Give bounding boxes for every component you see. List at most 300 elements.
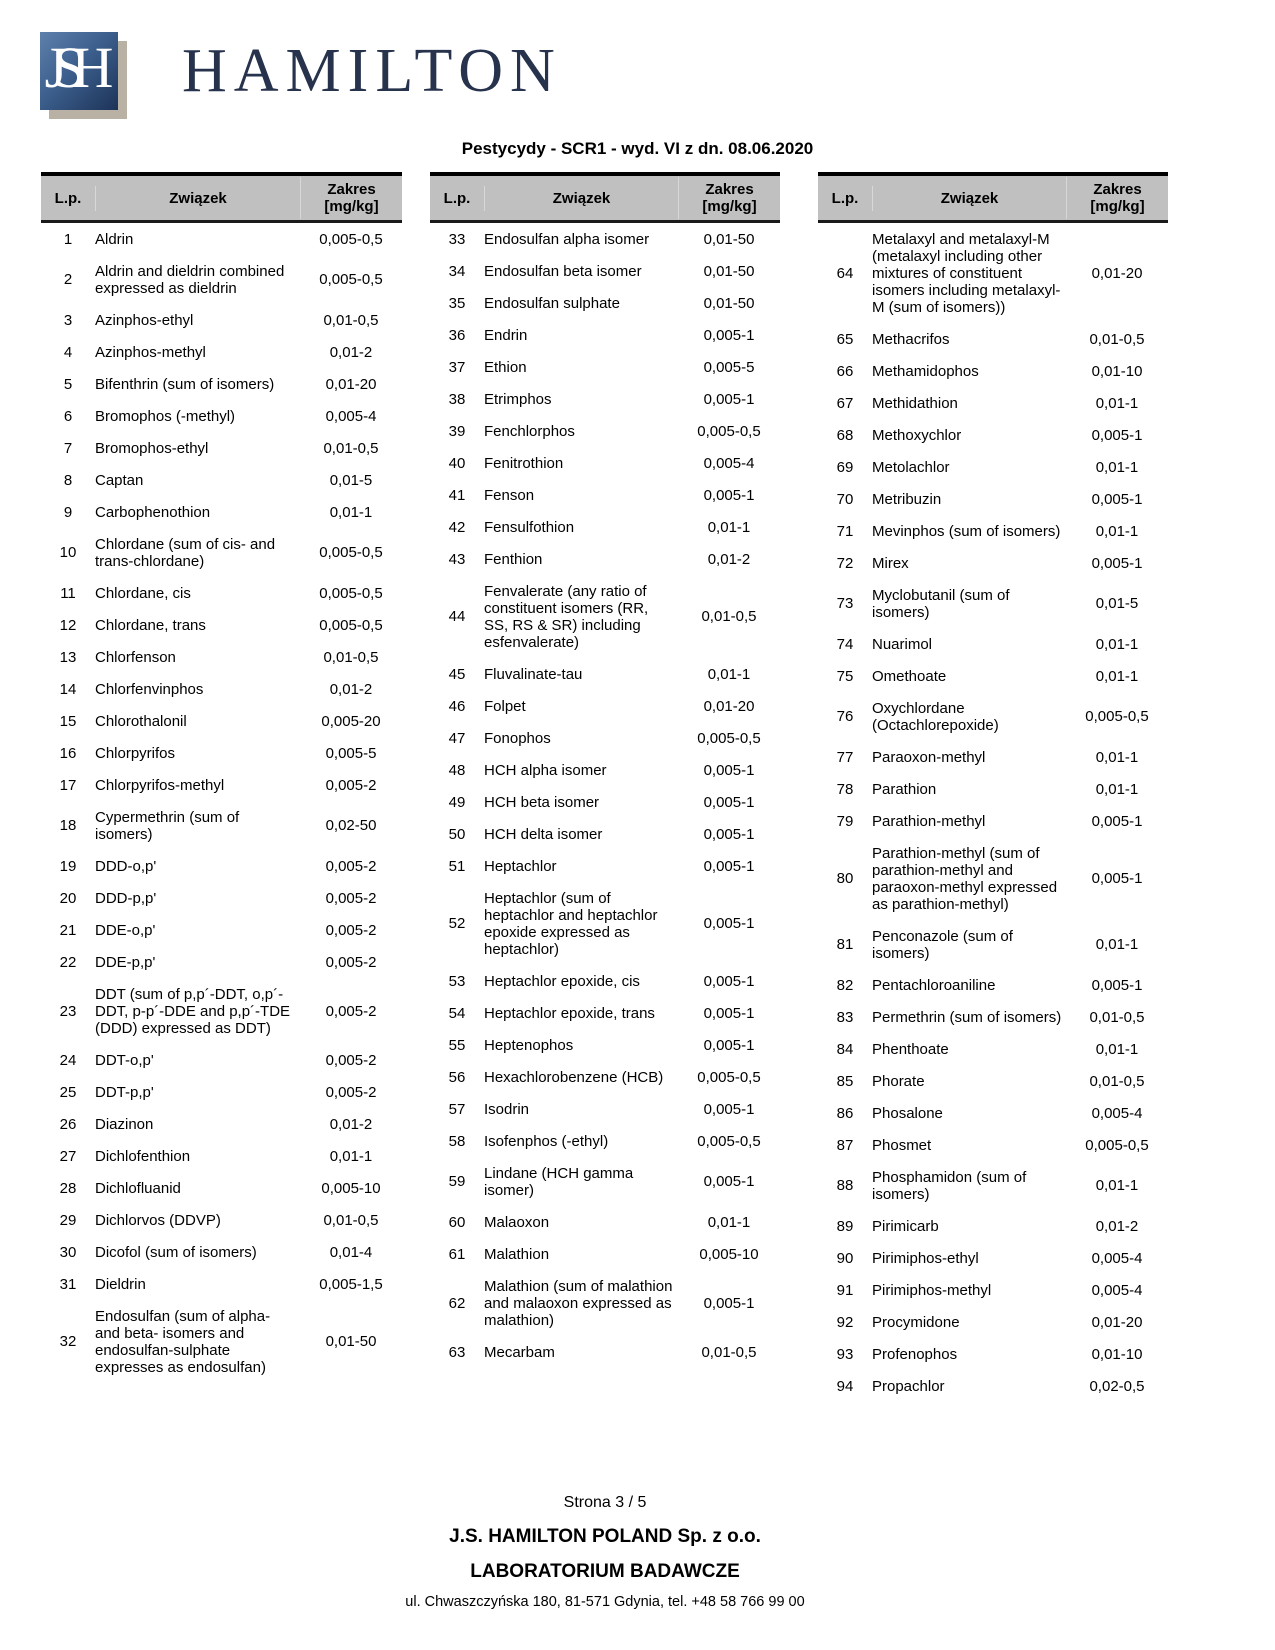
row-range: 0,005-1 (703, 1294, 755, 1312)
row-range: 0,005-1 (1091, 426, 1143, 444)
row-substance: Dichlorvos (DDVP) (95, 1211, 221, 1229)
row-range: 0,01-2 (329, 343, 373, 361)
row-number: 62 (448, 1294, 466, 1312)
row-number: 80 (836, 870, 854, 887)
brand-name: HAMILTON (182, 37, 562, 105)
footer-lab: LABORATORIUM BADAWCZE (470, 1561, 740, 1582)
row-range: 0,01-4 (329, 1243, 373, 1261)
row-range: 0,01-1 (329, 1147, 373, 1165)
row-substance: Endosulfan (sum of alpha- and beta- isomers and endosulfan-sulphate expresses as endosulfan) (95, 1307, 271, 1376)
row-substance: Dichlofluanid (95, 1179, 181, 1197)
row-range: 0,005-1 (703, 972, 755, 990)
row-substance: Fenitrothion (484, 454, 564, 472)
table-row (818, 1129, 1168, 1161)
table-row (430, 1157, 780, 1206)
row-substance: Omethoate (872, 667, 947, 685)
row-substance: Penconazole (sum of isomers) (872, 927, 1013, 962)
row-substance: Pirimicarb (872, 1217, 939, 1235)
row-range: 0,005-1 (703, 825, 755, 843)
row-number: 59 (448, 1173, 466, 1190)
table-row (818, 773, 1168, 805)
row-number: 76 (836, 708, 854, 725)
table-body (818, 223, 1168, 1402)
row-number: 42 (448, 518, 466, 536)
row-number: 23 (59, 1002, 77, 1020)
table-row (41, 432, 402, 464)
table-row (41, 368, 402, 400)
row-number: 90 (836, 1249, 854, 1267)
pesticide-table-1 (41, 172, 402, 1383)
row-number: 3 (63, 311, 73, 329)
table-row (430, 1336, 780, 1368)
row-number: 43 (448, 550, 466, 568)
row-number: 77 (836, 748, 854, 766)
row-range: 0,005-5 (703, 358, 755, 376)
row-range: 0,02-50 (325, 817, 377, 834)
row-range: 0,005-4 (1091, 1281, 1143, 1299)
table-row (41, 496, 402, 528)
table-row (430, 447, 780, 479)
table-header (430, 172, 780, 223)
row-substance: Phosphamidon (sum of isomers) (872, 1168, 1027, 1203)
table-row (430, 818, 780, 850)
row-substance: Endosulfan alpha isomer (484, 230, 650, 248)
table-row (41, 641, 402, 673)
row-range: 0,01-0,5 (701, 1343, 757, 1361)
row-range: 0,005-1 (703, 1173, 755, 1190)
row-number: 8 (63, 471, 73, 489)
row-number: 25 (59, 1083, 77, 1101)
header-zakres (1066, 177, 1168, 219)
row-substance: Methoxychlor (872, 426, 962, 444)
row-substance: Heptachlor (sum of heptachlor and heptachlor epoxide expressed as heptachlor) (484, 889, 658, 958)
row-substance: DDD-p,p' (95, 889, 157, 907)
row-substance: Permethrin (sum of isomers) (872, 1008, 1062, 1026)
row-range: 0,005-4 (1091, 1104, 1143, 1122)
table-row (818, 1210, 1168, 1242)
row-substance: Cypermethrin (sum of isomers) (95, 808, 240, 843)
row-range: 0,005-2 (325, 857, 377, 875)
row-substance: Bromophos-ethyl (95, 439, 209, 457)
row-number: 67 (836, 394, 854, 412)
row-substance: DDT-p,p' (95, 1083, 154, 1101)
row-range: 0,005-10 (321, 1179, 381, 1197)
table-row (41, 1204, 402, 1236)
row-substance: Aldrin (95, 230, 134, 248)
table-row (41, 978, 402, 1044)
row-range: 0,01-5 (1095, 595, 1139, 612)
row-substance: Pirimiphos-ethyl (872, 1249, 979, 1267)
row-range: 0,005-1 (703, 1036, 755, 1054)
row-number: 5 (63, 375, 73, 393)
row-number: 47 (448, 729, 466, 747)
table-row (41, 1236, 402, 1268)
table-row (818, 323, 1168, 355)
row-range: 0,01-0,5 (323, 311, 379, 329)
table-header (818, 172, 1168, 223)
row-number: 63 (448, 1343, 466, 1361)
table-header (41, 172, 402, 223)
row-number: 69 (836, 458, 854, 476)
row-number: 84 (836, 1040, 854, 1058)
row-substance: Heptachlor epoxide, trans (484, 1004, 655, 1022)
row-substance: Dicofol (sum of isomers) (95, 1243, 257, 1261)
row-substance: DDD-o,p' (95, 857, 157, 875)
row-number: 50 (448, 825, 466, 843)
row-substance: DDT (sum of p,p´-DDT, o,p´-DDT, p-p´-DDE and p,p´-TDE (DDD) expressed as DDT) (95, 985, 291, 1037)
row-number: 28 (59, 1179, 77, 1197)
row-number: 68 (836, 426, 854, 444)
row-range: 0,005-4 (703, 454, 755, 472)
page-title: Pestycydy - SCR1 - wyd. VI z dn. 08.06.2020 (461, 139, 814, 158)
table-body (41, 223, 402, 1383)
row-number: 93 (836, 1345, 854, 1363)
row-number: 37 (448, 358, 466, 376)
row-number: 32 (59, 1333, 77, 1350)
row-range: 0,005-4 (1091, 1249, 1143, 1267)
table-row (818, 547, 1168, 579)
row-number: 48 (448, 761, 466, 779)
row-range: 0,005-1 (703, 915, 755, 932)
table-row (41, 705, 402, 737)
row-number: 36 (448, 326, 466, 344)
row-range: 0,01-50 (703, 294, 755, 312)
table-row (818, 660, 1168, 692)
row-range: 0,01-50 (325, 1333, 377, 1350)
row-number: 64 (836, 264, 854, 282)
table-row (430, 351, 780, 383)
row-number: 31 (59, 1275, 77, 1293)
row-range: 0,005-2 (325, 776, 377, 794)
row-range: 0,01-0,5 (323, 1211, 379, 1229)
row-substance: Metolachlor (872, 458, 950, 476)
row-substance: Chlordane, cis (95, 584, 191, 602)
row-number: 30 (59, 1243, 77, 1261)
table-row (818, 1097, 1168, 1129)
row-number: 11 (60, 584, 76, 602)
row-number: 66 (836, 362, 854, 380)
row-number: 44 (448, 608, 466, 625)
row-substance: Mirex (872, 554, 909, 572)
row-number: 73 (836, 595, 854, 612)
header-zwiazek: Związek (484, 186, 678, 211)
row-number: 75 (836, 667, 854, 685)
row-number: 6 (63, 407, 73, 425)
row-range: 0,01-5 (329, 471, 373, 489)
row-substance: Azinphos-ethyl (95, 311, 194, 329)
logo-monogram: JSH (44, 35, 100, 100)
row-number: 27 (59, 1147, 77, 1165)
header-zakres-unit: [mg/kg] (324, 198, 379, 215)
row-substance: Oxychlordane (Octachlorepoxide) (872, 699, 999, 734)
row-range: 0,005-1 (703, 1004, 755, 1022)
table-row (41, 737, 402, 769)
row-substance: Myclobutanil (sum of isomers) (872, 586, 1010, 621)
row-range: 0,005-5 (325, 744, 377, 762)
row-range: 0,01-20 (1091, 264, 1143, 282)
table-row (430, 658, 780, 690)
table-row (818, 1161, 1168, 1210)
row-number: 57 (448, 1100, 466, 1118)
row-number: 40 (448, 454, 466, 472)
row-range: 0,01-20 (325, 375, 377, 393)
row-substance: Fensulfothion (484, 518, 575, 536)
row-range: 0,005-2 (325, 1002, 377, 1020)
row-substance: Fenvalerate (any ratio of constituent isomers (RR, SS, RS & SR) including esfenvalerate) (484, 582, 649, 651)
table-row (430, 882, 780, 965)
row-substance: Mecarbam (484, 1343, 555, 1361)
header-zakres-unit: [mg/kg] (702, 198, 757, 215)
row-substance: Chlorfenvinphos (95, 680, 204, 698)
row-number: 56 (448, 1068, 466, 1086)
header-zwiazek: Związek (95, 186, 300, 211)
row-number: 88 (836, 1177, 854, 1194)
table-row (430, 511, 780, 543)
table-row (818, 1033, 1168, 1065)
row-number: 58 (448, 1132, 466, 1150)
row-number: 55 (448, 1036, 466, 1054)
row-range: 0,005-0,5 (1085, 1136, 1149, 1154)
row-substance: Endosulfan sulphate (484, 294, 620, 312)
jsh-logo-icon (40, 32, 130, 122)
row-number: 79 (836, 812, 854, 830)
row-number: 54 (448, 1004, 466, 1022)
row-number: 53 (448, 972, 466, 990)
row-substance: Chlorpyrifos (95, 744, 176, 762)
row-number: 7 (63, 439, 73, 457)
row-substance: Parathion (872, 780, 937, 798)
row-substance: DDT-o,p' (95, 1051, 154, 1069)
row-number: 83 (836, 1008, 854, 1026)
row-range: 0,005-0,5 (319, 616, 383, 634)
table-row (818, 1306, 1168, 1338)
table-row (41, 255, 402, 304)
row-number: 20 (59, 889, 77, 907)
row-substance: Profenophos (872, 1345, 958, 1363)
table-row (41, 1140, 402, 1172)
table-row (818, 920, 1168, 969)
row-range: 0,005-0,5 (1085, 708, 1149, 725)
row-substance: Phosmet (872, 1136, 932, 1154)
row-substance: Aldrin and dieldrin combined expressed as dieldrin (95, 262, 285, 297)
table-row (430, 223, 780, 255)
table-row (818, 1274, 1168, 1306)
row-range: 0,01-1 (707, 665, 751, 683)
row-substance: Chlordane, trans (95, 616, 206, 634)
row-number: 70 (836, 490, 854, 508)
row-substance: Fonophos (484, 729, 551, 747)
row-range: 0,01-10 (1091, 362, 1143, 380)
row-substance: Metalaxyl and metalaxyl-M (metalaxyl including other mixtures of constituent isomers including metalaxyl-M (sum of isomers)) (872, 230, 1061, 316)
row-substance: Methidathion (872, 394, 958, 412)
row-range: 0,01-1 (707, 1213, 751, 1231)
row-range: 0,005-0,5 (319, 271, 383, 288)
row-number: 9 (63, 503, 73, 521)
row-range: 0,01-1 (1095, 1040, 1139, 1058)
row-range: 0,005-10 (699, 1245, 759, 1263)
row-range: 0,005-2 (325, 953, 377, 971)
row-range: 0,005-1 (1091, 554, 1143, 572)
row-range: 0,01-0,5 (701, 608, 757, 625)
row-range: 0,02-0,5 (1089, 1377, 1145, 1395)
row-number: 17 (59, 776, 77, 794)
table-row (41, 577, 402, 609)
table-row (41, 1044, 402, 1076)
row-number: 61 (448, 1245, 466, 1263)
row-substance: Lindane (HCH gamma isomer) (484, 1164, 634, 1199)
row-substance: Chlorpyrifos-methyl (95, 776, 225, 794)
row-number: 39 (448, 422, 466, 440)
row-range: 0,005-2 (325, 1051, 377, 1069)
row-number: 82 (836, 976, 854, 994)
page-number: Strona 3 / 5 (563, 1494, 647, 1511)
row-range: 0,01-50 (703, 230, 755, 248)
row-substance: Fenthion (484, 550, 543, 568)
row-number: 51 (448, 857, 466, 875)
table-row (41, 946, 402, 978)
row-range: 0,005-1 (703, 793, 755, 811)
table-row (430, 1093, 780, 1125)
row-range: 0,01-2 (329, 680, 373, 698)
row-range: 0,01-1 (1095, 667, 1139, 685)
row-substance: Procymidone (872, 1313, 960, 1331)
table-row (41, 528, 402, 577)
row-substance: HCH beta isomer (484, 793, 600, 811)
row-range: 0,005-1 (1091, 870, 1143, 887)
header-zakres-unit: [mg/kg] (1090, 198, 1145, 215)
table-row (430, 1125, 780, 1157)
row-number: 72 (836, 554, 854, 572)
row-range: 0,005-2 (325, 1083, 377, 1101)
row-substance: Hexachlorobenzene (HCB) (484, 1068, 664, 1086)
table-body (430, 223, 780, 1368)
footer-address: ul. Chwaszczyńska 180, 81-571 Gdynia, tel. +48 58 766 99 00 (405, 1594, 805, 1610)
row-number: 49 (448, 793, 466, 811)
row-substance: Phenthoate (872, 1040, 949, 1058)
table-row (818, 628, 1168, 660)
row-substance: Bifenthrin (sum of isomers) (95, 375, 275, 393)
row-number: 74 (836, 635, 854, 653)
table-row (41, 1076, 402, 1108)
row-substance: Etrimphos (484, 390, 552, 408)
header-zakres-label: Zakres (1093, 181, 1142, 198)
table-row (818, 741, 1168, 773)
table-row (41, 223, 402, 255)
row-range: 0,01-1 (1095, 1177, 1139, 1194)
row-substance: HCH delta isomer (484, 825, 603, 843)
row-range: 0,01-10 (1091, 1345, 1143, 1363)
table-row (818, 483, 1168, 515)
table-row (41, 850, 402, 882)
table-row (41, 673, 402, 705)
row-number: 12 (59, 616, 77, 634)
row-number: 22 (59, 953, 77, 971)
row-range: 0,01-1 (1095, 635, 1139, 653)
pesticide-table-3 (818, 172, 1168, 1402)
row-number: 81 (836, 936, 854, 953)
row-number: 87 (836, 1136, 854, 1154)
table-row (430, 1206, 780, 1238)
row-number: 78 (836, 780, 854, 798)
table-row (430, 415, 780, 447)
table-row (818, 969, 1168, 1001)
table-row (41, 400, 402, 432)
row-substance: DDE-o,p' (95, 921, 156, 939)
header-zakres (300, 177, 402, 219)
table-row (818, 387, 1168, 419)
table-row (41, 1268, 402, 1300)
table-row (430, 479, 780, 511)
row-substance: Fenson (484, 486, 535, 504)
row-range: 0,005-0,5 (697, 729, 761, 747)
table-row (818, 223, 1168, 323)
row-number: 89 (836, 1217, 854, 1235)
table-row (818, 1001, 1168, 1033)
row-substance: Malathion (sum of malathion and malaoxon expressed as malathion) (484, 1277, 673, 1329)
logo-square (40, 32, 118, 110)
row-number: 35 (448, 294, 466, 312)
header-lp: L.p. (831, 189, 859, 207)
row-substance: Dichlofenthion (95, 1147, 191, 1165)
header-zwiazek: Związek (872, 186, 1066, 211)
row-number: 16 (59, 744, 77, 762)
table-row (41, 336, 402, 368)
table-row (818, 1338, 1168, 1370)
row-range: 0,005-1 (703, 761, 755, 779)
table-row (430, 1270, 780, 1336)
row-substance: Pentachloroaniline (872, 976, 996, 994)
row-substance: Ethion (484, 358, 527, 376)
row-substance: Methacrifos (872, 330, 950, 348)
table-row (41, 882, 402, 914)
row-range: 0,01-50 (703, 262, 755, 280)
table-row (430, 319, 780, 351)
row-range: 0,005-0,5 (697, 422, 761, 440)
header-zakres-label: Zakres (705, 181, 754, 198)
table-row (41, 464, 402, 496)
row-substance: Bromophos (-methyl) (95, 407, 236, 425)
table-row (818, 1370, 1168, 1402)
row-substance: Chlorfenson (95, 648, 176, 666)
header-lp: L.p. (443, 189, 471, 207)
table-row (41, 914, 402, 946)
row-range: 0,01-1 (329, 503, 373, 521)
row-substance: Carbophenothion (95, 503, 211, 521)
row-number: 60 (448, 1213, 466, 1231)
row-substance: Isodrin (484, 1100, 530, 1118)
row-number: 71 (836, 522, 854, 540)
table-row (41, 304, 402, 336)
row-range: 0,005-1 (1091, 812, 1143, 830)
row-number: 26 (59, 1115, 77, 1133)
row-substance: Parathion-methyl (sum of parathion-methyl and paraoxon-methyl expressed as parathion-methyl) (872, 844, 1058, 913)
table-row (430, 997, 780, 1029)
header-zakres (678, 177, 780, 219)
table-row (430, 722, 780, 754)
footer-company: J.S. HAMILTON POLAND Sp. z o.o. (449, 1526, 761, 1547)
row-substance: HCH alpha isomer (484, 761, 607, 779)
row-substance: Heptachlor epoxide, cis (484, 972, 640, 990)
row-range: 0,005-0,5 (319, 544, 383, 561)
row-number: 21 (59, 921, 77, 939)
row-substance: Diazinon (95, 1115, 154, 1133)
row-range: 0,01-0,5 (323, 439, 379, 457)
row-number: 1 (63, 230, 73, 248)
table-row (818, 451, 1168, 483)
row-substance: Chlorothalonil (95, 712, 187, 730)
row-number: 91 (836, 1281, 854, 1299)
row-substance: Heptachlor (484, 857, 557, 875)
